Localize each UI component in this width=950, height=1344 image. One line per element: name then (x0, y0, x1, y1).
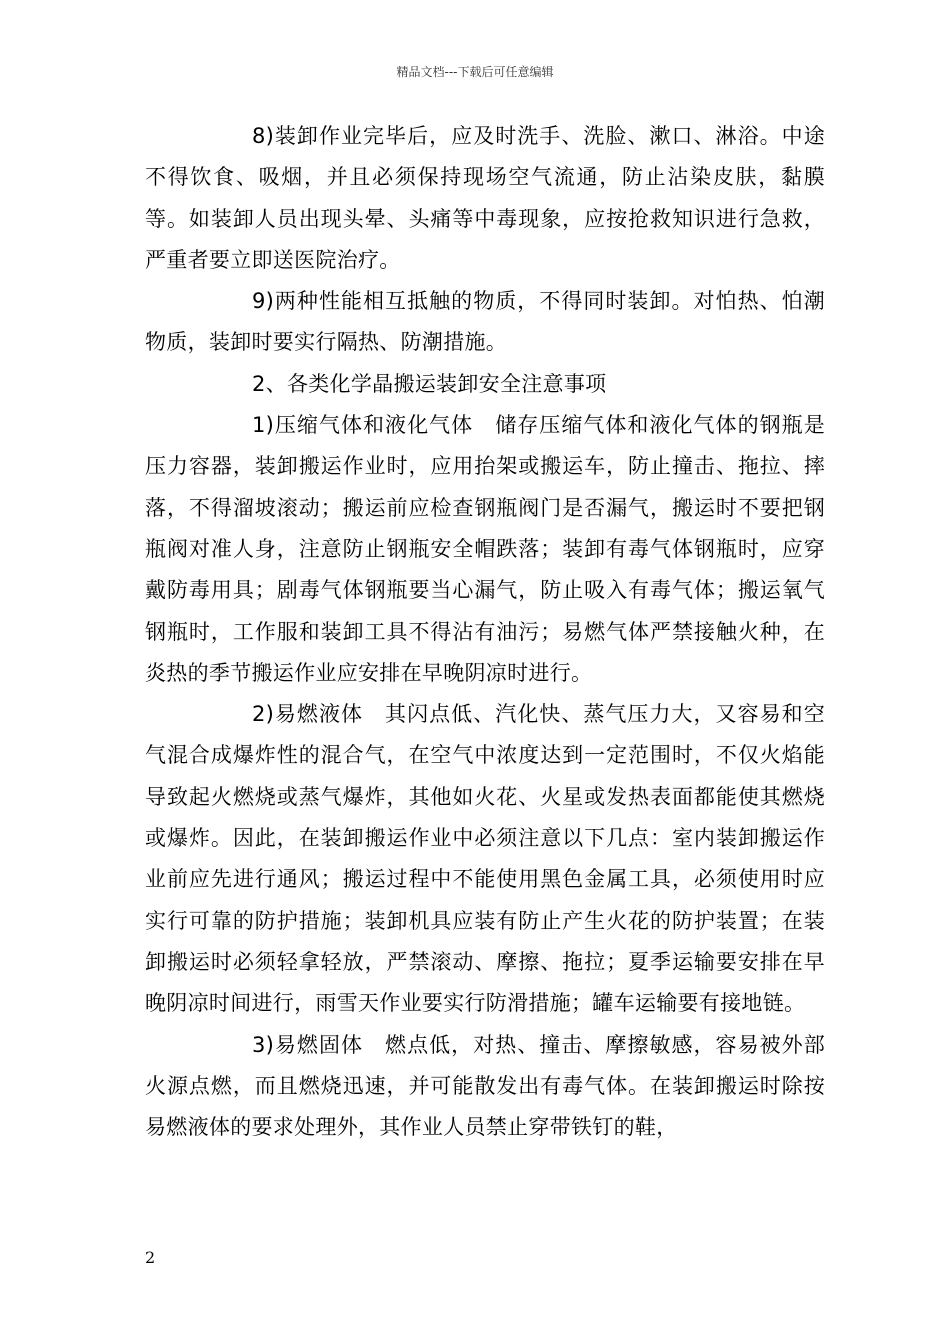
page-header-note: 精品文档---下载后可任意编辑 (396, 65, 554, 79)
paragraph-flammable-solid: 3)易燃固体 燃点低，对热、撞击、摩擦敏感，容易被外部火源点燃，而且燃烧迅速，并可能散发出有毒气体。在装卸搬运时除按易燃液体的要求处理外，其作业人员禁止穿带铁钉的鞋， (145, 1032, 825, 1140)
document-body (145, 116, 825, 1148)
page-number: 2 (145, 1248, 156, 1267)
paragraph-compressed-gas: 1)压缩气体和液化气体 储存压缩气体和液化气体的钢瓶是压力容器，装卸搬运作业时，应用抬架或搬运车，防止撞击、拖拉、摔落，不得溜坡滚动；搬运前应检查钢瓶阀门是否漏气，搬运时不要把钢瓶阀对准人身，注意防止钢瓶安全帽跌落；装卸有毒气体钢瓶时，应穿戴防毒用具；剧毒气体钢瓶要当心漏气，防止吸入有毒气体；搬运氧气钢瓶时，工作服和装卸工具不得沾有油污；易燃气体严禁接触火种，在炎热的季节搬运作业应安排在早晚阴凉时进行。 (145, 413, 825, 685)
paragraph-item-8: 8)装卸作业完毕后，应及时洗手、洗脸、漱口、淋浴。中途不得饮食、吸烟，并且必须保持现场空气流通，防止沾染皮肤，黏膜等。如装卸人员出现头晕、头痛等中毒现象，应按抢救知识进行急救，严重者要立即送医院治疗。 (145, 124, 825, 272)
paragraph-item-9: 9)两种性能相互抵触的物质，不得同时装卸。对怕热、怕潮物质，装卸时要实行隔热、防潮措施。 (145, 289, 825, 355)
paragraph-flammable-liquid: 2)易燃液体 其闪点低、汽化快、蒸气压力大，又容易和空气混合成爆炸性的混合气，在空气中浓度达到一定范围时，不仅火焰能导致起火燃烧或蒸气爆炸，其他如火花、火星或发热表面都能使其燃烧或爆炸。因此，在装卸搬运作业中必须注意以下几点：室内装卸搬运作业前应先进行通风；搬运过程中不能使用黑色金属工具，必须使用时应实行可靠的防护措施；装卸机具应装有防止产生火花的防护装置；在装卸搬运时必须轻拿轻放，严禁滚动、摩擦、拖拉；夏季运输要安排在早晚阴凉时间进行，雨雪天作业要实行防滑措施；罐车运输要有接地链。 (145, 702, 825, 1016)
section-heading: 2、各类化学晶搬运装卸安全注意事项 (252, 371, 607, 396)
